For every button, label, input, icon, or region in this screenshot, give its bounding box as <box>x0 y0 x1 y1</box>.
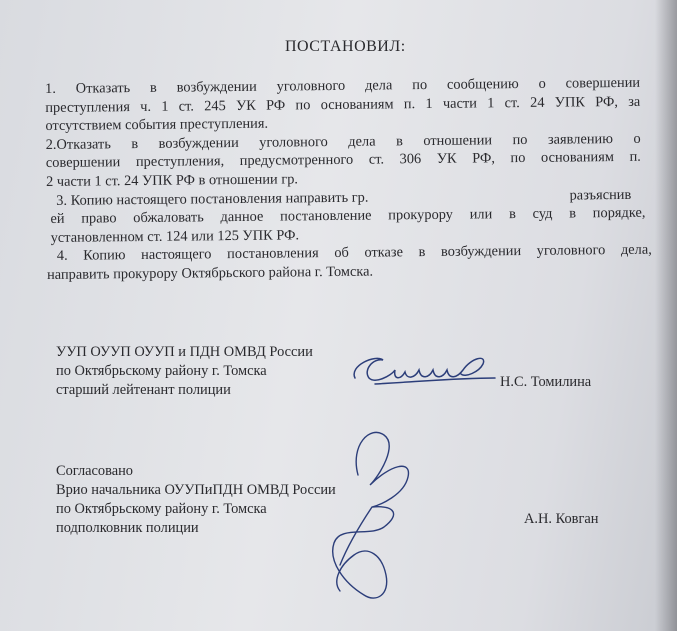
signatory-2-line-3: по Октябрьскому району г. Томска <box>56 501 267 517</box>
signatory-2-name: А.Н. Ковган <box>524 511 599 527</box>
signatory-1-line-2: по Октябрьскому району г. Томска <box>56 363 267 379</box>
paragraph-3-right-word: разъяснив <box>569 186 632 204</box>
paragraph-2-line-1: 2.Отказать в возбуждении уголовного дела в отношении по заявлению о <box>45 130 641 153</box>
signatory-2-line-1: Согласовано <box>56 463 134 479</box>
paragraph-1-line-2: преступления ч. 1 ст. 245 УК РФ по основаниям п. 1 части 1 ст. 24 УПК РФ, за <box>45 93 641 116</box>
paragraph-3-text: 3. Копию настоящего постановления направить гр. <box>56 189 369 209</box>
signatory-1-line-3: старший лейтенант полиции <box>56 382 231 398</box>
signatory-1-line-1: УУП ОУУП ОУУП и ПДН ОМВД России <box>56 344 313 360</box>
resolution-body <box>45 74 652 285</box>
paragraph-1-line-1: 1. Отказать в возбуждении уголовного дела по сообщению о совершении <box>45 74 641 97</box>
signatory-2-line-2: Врио начальника ОУУПиПДН ОМВД России <box>56 482 336 498</box>
signatory-2-line-4: подполковник полиции <box>56 520 199 536</box>
paragraph-3-line-2: ей право обжаловать данное постановление прокурору или в суд в порядке, <box>50 204 646 228</box>
paragraph-2-line-2: совершении преступления, предусмотренного ст. 306 УК РФ, по основаниям п. <box>45 149 641 172</box>
paragraph-4-line-1: 4. Копию настоящего постановления об отказе в возбуждении уголовного дела, <box>56 241 652 265</box>
page-title: ПОСТАНОВИЛ: <box>285 38 406 55</box>
paragraph-1-line-3: отсутствием события преступления. <box>45 115 269 135</box>
signatory-1-block <box>56 343 313 400</box>
paragraph-3-line-3: установленном ст. 124 или 125 УПК РФ. <box>50 227 300 246</box>
paragraph-2-line-3: 2 части 1 ст. 24 УПК РФ в отношении гр. <box>45 171 299 190</box>
signature-1-icon <box>335 348 500 393</box>
signatory-2-block <box>56 462 336 538</box>
signatory-1-name: Н.С. Томилина <box>500 374 592 390</box>
page-edge-shadow <box>655 0 677 631</box>
paragraph-4-line-2: направить прокурору Октябрьского района г. Томска. <box>46 263 374 283</box>
